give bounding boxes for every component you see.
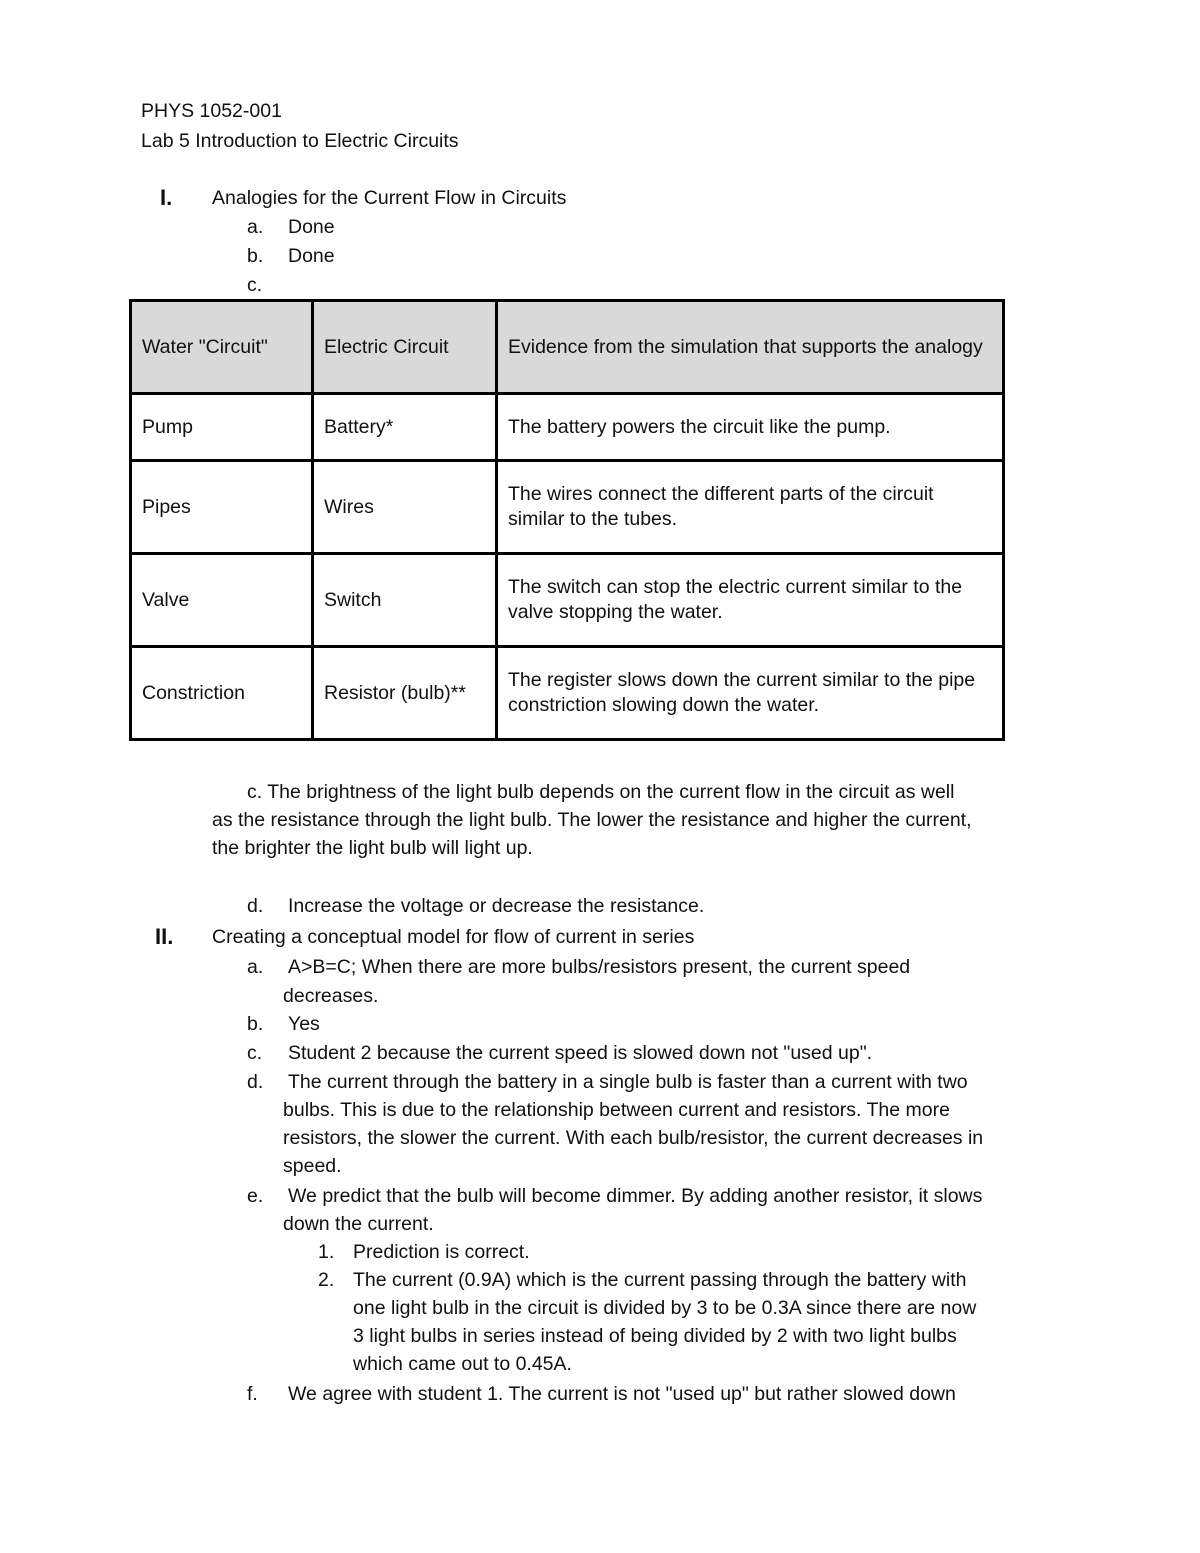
item-marker: a. — [247, 956, 264, 978]
table-row — [131, 461, 1004, 554]
subitem-text: which came out to 0.45A. — [353, 1353, 572, 1375]
section-1-title: Analogies for the Current Flow in Circuits — [212, 187, 567, 209]
subitem-text: 3 light bulbs in series instead of being divided by 2 with two light bulbs — [353, 1325, 957, 1347]
item-text: Done — [288, 245, 335, 267]
item-marker: b. — [247, 245, 264, 267]
lab-title: Lab 5 Introduction to Electric Circuits — [141, 130, 459, 152]
table-row — [131, 394, 1004, 461]
item-text: speed. — [283, 1155, 342, 1177]
course-code: PHYS 1052-001 — [141, 100, 282, 122]
table-cell: Pipes — [131, 461, 313, 554]
item-text: Increase the voltage or decrease the resistance. — [288, 895, 705, 917]
subitem-marker: 1. — [318, 1241, 335, 1263]
section-2-title: Creating a conceptual model for flow of current in series — [212, 926, 695, 948]
paragraph-c-line: the brighter the light bulb will light up. — [212, 837, 533, 859]
table-cell: Battery* — [313, 394, 497, 461]
item-text: resistors, the slower the current. With each bulb/resistor, the current decreases in — [283, 1127, 984, 1149]
table-cell: The register slows down the current similar to the pipe constriction slowing down the water. — [497, 647, 1004, 740]
item-marker: c. — [247, 1042, 263, 1064]
subitem-text: The current (0.9A) which is the current passing through the battery with — [353, 1269, 967, 1291]
item-marker: f. — [247, 1383, 258, 1405]
subitem-text: one light bulb in the circuit is divided by 3 to be 0.3A since there are now — [353, 1297, 977, 1319]
item-marker: d. — [247, 1071, 264, 1093]
table-header-row — [131, 301, 1004, 394]
subitem-text: Prediction is correct. — [353, 1241, 530, 1263]
item-text: decreases. — [283, 985, 379, 1007]
item-text: We predict that the bulb will become dimmer. By adding another resistor, it slows — [288, 1185, 983, 1207]
subitem-marker: 2. — [318, 1269, 335, 1291]
item-marker: a. — [247, 216, 264, 238]
table-header-cell: Electric Circuit — [313, 301, 497, 394]
item-marker: d. — [247, 895, 264, 917]
table-cell: Valve — [131, 554, 313, 647]
item-text: A>B=C; When there are more bulbs/resistors present, the current speed — [288, 956, 911, 978]
item-marker: e. — [247, 1185, 264, 1207]
section-1-numeral: I. — [160, 185, 173, 210]
paragraph-c-line: as the resistance through the light bulb. The lower the resistance and higher the current, — [212, 809, 972, 831]
item-text: down the current. — [283, 1213, 434, 1235]
item-marker: c. — [247, 274, 263, 296]
table-cell: The wires connect the different parts of the circuit similar to the tubes. — [497, 461, 1004, 554]
item-marker: b. — [247, 1013, 264, 1035]
section-2-numeral: II. — [155, 924, 174, 949]
table-row — [131, 554, 1004, 647]
table-cell: The battery powers the circuit like the pump. — [497, 394, 1004, 461]
paragraph-c-line: c. The brightness of the light bulb depends on the current flow in the circuit as well — [247, 781, 955, 803]
item-text: We agree with student 1. The current is not "used up" but rather slowed down — [288, 1383, 956, 1405]
table-cell: Switch — [313, 554, 497, 647]
item-text: Yes — [288, 1013, 320, 1035]
item-text: Done — [288, 216, 335, 238]
table-cell: Wires — [313, 461, 497, 554]
item-text: The current through the battery in a single bulb is faster than a current with two — [288, 1071, 968, 1093]
table-cell: Pump — [131, 394, 313, 461]
table-cell: Constriction — [131, 647, 313, 740]
analogy-table — [129, 299, 1005, 741]
item-text: bulbs. This is due to the relationship between current and resistors. The more — [283, 1099, 950, 1121]
table-header-cell: Evidence from the simulation that supports the analogy — [497, 301, 1004, 394]
item-text: Student 2 because the current speed is slowed down not "used up". — [288, 1042, 873, 1064]
table-cell: The switch can stop the electric current similar to the valve stopping the water. — [497, 554, 1004, 647]
table-header-cell: Water "Circuit" — [131, 301, 313, 394]
table-row — [131, 647, 1004, 740]
table-cell: Resistor (bulb)** — [313, 647, 497, 740]
